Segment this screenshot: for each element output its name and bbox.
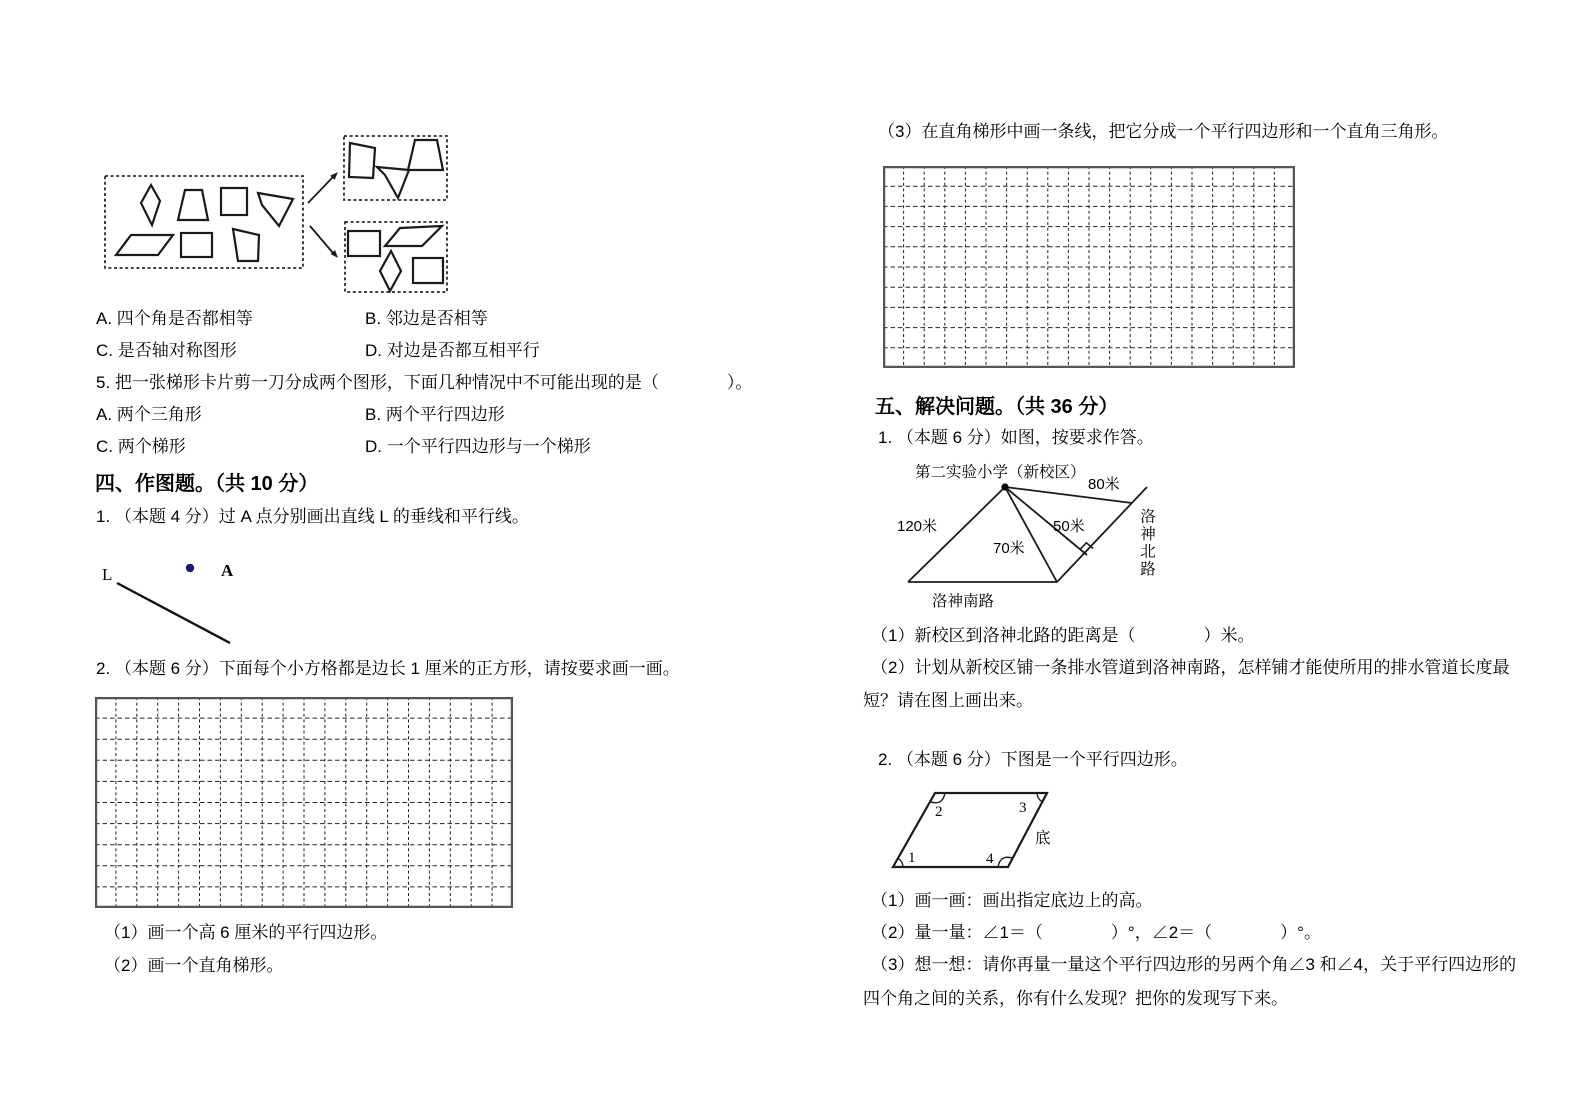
section5-q2: 2. （本题 6 分）下图是一个平行四边形。 (878, 750, 1188, 769)
line-l (117, 583, 230, 643)
trapezoid-shape (408, 140, 443, 170)
arrow-up (308, 177, 333, 203)
square-shape (181, 233, 212, 257)
option-c: C. 是否轴对称图形 (96, 341, 237, 360)
section-4-title: 四、作图题。（共 10 分） (95, 473, 319, 495)
option-d: D. 一个平行四边形与一个梯形 (365, 437, 591, 456)
section5-q2-sub2: （2）量一量：∠1＝（ ）°，∠2＝（ ）°。 (871, 923, 1321, 942)
drawing-grid-right (883, 166, 1295, 368)
parallelogram-shape (385, 226, 442, 246)
label-70m: 70米 (993, 540, 1025, 557)
point-a-label: A (221, 561, 234, 580)
irregular-quad-shape (377, 167, 409, 198)
rhombus-shape (380, 251, 401, 291)
drawing-grid-left (95, 697, 513, 908)
irregular-quad-shape (258, 193, 293, 226)
trapezoid-shape (178, 190, 208, 220)
square-shape (413, 258, 443, 283)
base-label: 底 (1035, 830, 1051, 847)
section5-q2-sub3-line2: 四个角之间的关系，你有什么发现？把你的发现写下来。 (863, 989, 1288, 1008)
section5-q2-sub3-line1: （3）想一想：请你再量一量这个平行四边形的另两个角∠3 和∠4，关于平行四边形的 (871, 955, 1517, 974)
point-a-dot (186, 564, 194, 572)
option-c: C. 两个梯形 (96, 437, 186, 456)
line-l-figure (90, 553, 250, 653)
north-road-label: 洛神北路 (1138, 508, 1155, 578)
section4-q2-sub3: （3）在直角梯形中画一条线，把它分成一个平行四边形和一个直角三角形。 (878, 122, 1449, 141)
angle-1-arc (898, 858, 903, 867)
arrow-down (310, 226, 333, 253)
section4-q2-sub1: （1）画一个高 6 厘米的平行四边形。 (104, 923, 388, 942)
option-a: A. 两个三角形 (96, 405, 202, 424)
angle-2-label: 2 (935, 804, 943, 820)
right-angle-mark (1080, 543, 1093, 550)
angle-4-label: 4 (986, 851, 994, 867)
irregular-quad-shape (233, 229, 259, 261)
school-dot (1001, 483, 1008, 490)
section5-q1-sub2-line1: （2）计划从新校区铺一条排水管道到洛神南路，怎样铺才能使所用的排水管道长度最 (871, 658, 1510, 677)
rhombus-shape (141, 185, 160, 225)
school-label: 第二实验小学（新校区） (915, 464, 1086, 481)
segment-70m (1005, 487, 1057, 582)
square-shape (221, 188, 247, 215)
question-5: 5. 把一张梯形卡片剪一刀分成两个图形，下面几种情况中不可能出现的是（ ）。 (96, 373, 753, 392)
section-5-title: 五、解决问题。（共 36 分） (875, 396, 1119, 418)
square-shape (348, 231, 380, 256)
section5-q1: 1. （本题 6 分）如图，按要求作答。 (878, 428, 1154, 447)
section5-q1-sub1: （1）新校区到洛神北路的距离是（ ）米。 (871, 626, 1255, 645)
option-a: A. 四个角是否都相等 (96, 309, 253, 328)
angle-3-label: 3 (1019, 800, 1027, 816)
option-b: B. 邻边是否相等 (365, 309, 488, 328)
option-b: B. 两个平行四边形 (365, 405, 505, 424)
section4-q2-sub2: （2）画一个直角梯形。 (104, 956, 284, 975)
section5-q2-sub1: （1）画一画：画出指定底边上的高。 (871, 891, 1153, 910)
tilted-quad-shape (349, 143, 375, 178)
label-80m: 80米 (1088, 476, 1120, 493)
option-d: D. 对边是否都互相平行 (365, 341, 540, 360)
section4-q2: 2. （本题 6 分）下面每个小方格都是边长 1 厘米的正方形，请按要求画一画。 (96, 659, 680, 678)
parallelogram-figure (885, 785, 1070, 880)
angle-3-arc (1037, 793, 1042, 802)
section4-q1: 1. （本题 4 分）过 A 点分别画出直线 L 的垂线和平行线。 (96, 507, 529, 526)
angle-1-label: 1 (908, 850, 916, 866)
south-road-label: 洛神南路 (932, 593, 995, 610)
parallelogram-shape (116, 235, 173, 255)
section5-q1-sub2-line2: 短？请在图上画出来。 (863, 691, 1033, 710)
label-50m: 50米 (1053, 518, 1085, 535)
line-l-label: L (102, 565, 113, 584)
label-120m: 120米 (897, 518, 938, 535)
shape-sorting-figure (100, 130, 460, 302)
